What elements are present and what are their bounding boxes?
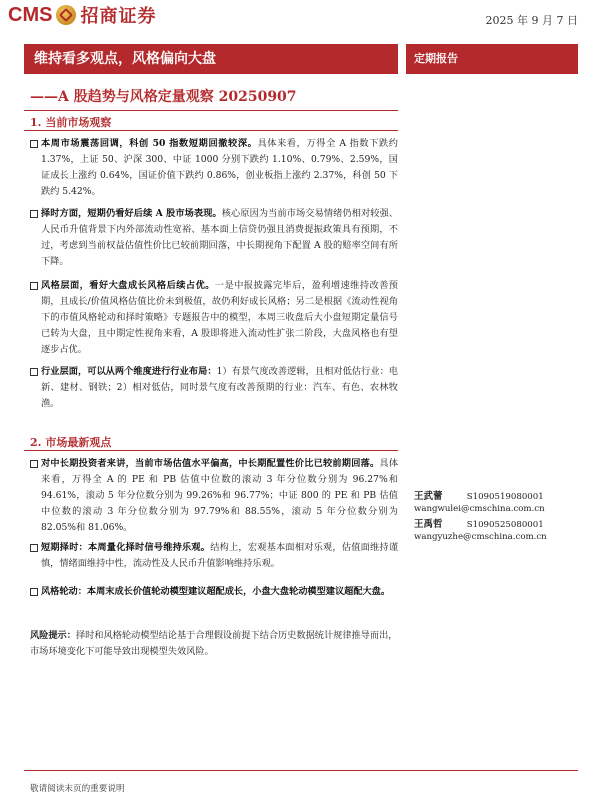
bullet-lead: 短期择时：本周量化择时信号维持乐观。	[41, 542, 211, 553]
risk-warning	[30, 628, 398, 660]
report-date: 2025 年 9 月 7 日	[485, 14, 578, 27]
checkbox-bullet-icon	[30, 210, 38, 218]
analyst-email[interactable]: wangwulei@cmschina.com.cn	[414, 504, 545, 514]
bullet-body: 具体来看，万得全 A 的 PE 和 PB 估值中位数的滚动 3 年分位数分别为 96.27%和 94.61%，滚动 5 年分位数分别为 99.26%和 96.77%；中证 800 的 PE 和 PB 估值中位数的滚动 3 年分位数分别为 97.79%和 88.55%，滚动 5 年分位数分别为 82.05%和 81.06%。	[41, 458, 399, 533]
logo-cms-text: CMS	[8, 3, 53, 26]
section-1-bullet	[30, 364, 398, 412]
bullet-body: 具体来看，万得全 A 指数下跌约 1.37%，上证 50、沪深 300、中证 1000 分别下跌约 1.10%、0.79%、2.59%，国证成长上涨约 0.64%，国证价值下跌约 0.86%，创业板指上涨约 2.37%，科创 50 下跌约 5.42%。	[41, 138, 398, 197]
section-2-divider	[24, 450, 398, 451]
bullet-lead: 本周市场震荡回调，科创 50 指数短期回撤较深。	[41, 138, 258, 149]
analyst-name: 王禹哲	[414, 519, 443, 530]
section-2-bullet	[30, 540, 398, 572]
analyst-name: 王武蕾	[414, 491, 443, 502]
bullet-lead: 对中长期投资者来讲，当前市场估值水平偏高，中长期配置性价比已较前期回落。	[41, 458, 380, 469]
logo-emblem-icon	[56, 5, 76, 25]
section-1-divider	[24, 130, 398, 131]
section-2-heading: 2. 市场最新观点	[30, 436, 112, 449]
risk-label: 风险提示：	[30, 630, 76, 641]
analyst-card	[414, 516, 547, 542]
footer-divider	[24, 770, 578, 771]
analyst-email[interactable]: wangyuzhe@cmschina.com.cn	[414, 532, 547, 542]
report-type-label: 定期报告	[406, 44, 578, 74]
analyst-license-id: S1090525080001	[466, 520, 544, 530]
section-2-bullet	[30, 456, 398, 536]
footer-note: 敬请阅读末页的重要说明	[30, 784, 125, 794]
risk-text: 择时和风格轮动模型结论基于合理假设前提下结合历史数据统计规律推导而出，市场环境变化下可能导致出现模型失效风险。	[30, 630, 398, 657]
section-1-heading: 1. 当前市场观察	[30, 116, 112, 129]
analyst-license-id: S1090519080001	[466, 492, 544, 502]
bullet-lead: 风格轮动：本周末成长价值轮动模型建议超配成长，小盘大盘轮动模型建议超配大盘。	[41, 586, 391, 597]
bullet-body: 1）有景气度改善逻辑，且相对低估行业：电新、建材、钢铁；2）相对低估，同时景气度有改善预期的行业：汽车、有色、农林牧渔。	[41, 366, 398, 409]
subtitle-divider	[24, 110, 398, 111]
bullet-lead: 行业层面，可以从两个维度进行行业布局：	[41, 366, 217, 377]
company-logo	[8, 2, 156, 28]
report-subtitle: ——A 股趋势与风格定量观察 20250907	[30, 89, 297, 105]
checkbox-bullet-icon	[30, 368, 38, 376]
section-2-bullet	[30, 584, 398, 600]
section-1-bullet	[30, 136, 398, 200]
bullet-lead: 风格层面，看好大盘成长风格后续占优。	[41, 280, 215, 291]
checkbox-bullet-icon	[30, 460, 38, 468]
bullet-body: 一是中报披露完毕后，盈利增速维持改善预期，且成长/价值风格估值比价未到极值，故仍利好成长风格；另二是根据《流动性视角下的市值风格轮动和择时策略》专题报告中的模型，本周三收盘后大小盘短期定量信号已转为大盘，且中期定性视角来看，A 股即将进入流动性扩张二阶段，大盘风格也有望逐步占优。	[41, 280, 398, 355]
checkbox-bullet-icon	[30, 588, 38, 596]
section-1-bullet	[30, 278, 398, 358]
bullet-lead: 择时方面，短期仍看好后续 A 股市场表现。	[41, 208, 222, 219]
checkbox-bullet-icon	[30, 282, 38, 290]
bullet-body: 核心原因为当前市场交易情绪仍相对较强、人民币升值背景下内外部流动性宽裕、基本面上信贷仍强且消费提振政策具有预期，不过，考虑到当前权益估值性价比已较前期回落，中长期视角下配置 A 股的赔率空间有所下降。	[41, 208, 398, 267]
report-title: 维持看多观点，风格偏向大盘	[24, 44, 398, 74]
bullet-body: 结构上，宏观基本面相对乐观，估值面维持谨慎，情绪面维持中性，流动性及人民币升值影响维持乐观。	[41, 542, 399, 569]
analyst-card	[414, 488, 545, 514]
logo-chinese-text: 招商证券	[80, 6, 157, 27]
checkbox-bullet-icon	[30, 140, 38, 148]
checkbox-bullet-icon	[30, 544, 38, 552]
report-header	[0, 0, 600, 36]
section-1-bullet	[30, 206, 398, 270]
